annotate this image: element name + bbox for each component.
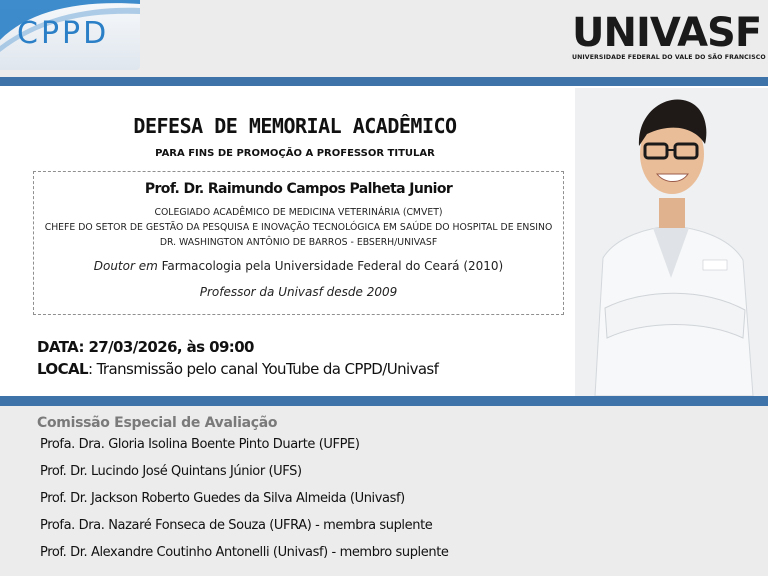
location-value: : Transmissão pelo canal YouTube da CPPD/Univasf — [87, 360, 439, 378]
professor-affiliation-line: DR. WASHINGTON ANTÔNIO DE BARROS - EBSERH/UNIVASF — [159, 237, 438, 248]
committee-member: Profa. Dra. Nazaré Fonseca de Souza (UFRA) - membra suplente — [40, 518, 433, 533]
event-subtitle: PARA FINS DE PROMOÇÃO A PROFESSOR TITULAR — [155, 148, 435, 159]
professor-photo — [575, 88, 768, 396]
header-accent-band — [0, 77, 768, 86]
univasf-logo-subtitle: UNIVERSIDADE FEDERAL DO VALE DO SÃO FRANCISCO — [572, 54, 766, 61]
doctorate-detail: Farmacologia pela Universidade Federal do Ceará (2010) — [157, 259, 504, 273]
professor-doctorate — [34, 259, 563, 273]
cppd-logo-text: CPPD — [17, 16, 110, 51]
event-location — [37, 360, 438, 378]
committee-panel — [0, 406, 768, 576]
event-date: DATA: 27/03/2026, às 09:00 — [37, 338, 254, 356]
committee-member: Prof. Dr. Lucindo José Quintans Júnior (UFS) — [40, 464, 302, 479]
professor-since: Professor da Univasf desde 2009 — [199, 285, 398, 299]
professor-name: Prof. Dr. Raimundo Campos Palheta Junior — [144, 181, 453, 197]
committee-member: Prof. Dr. Jackson Roberto Guedes da Silva Almeida (Univasf) — [40, 491, 405, 506]
univasf-logo — [572, 10, 766, 62]
cppd-logo — [0, 0, 140, 70]
committee-member: Prof. Dr. Alexandre Coutinho Antonelli (Univasf) - membro suplente — [40, 545, 449, 560]
professor-affiliation-line: COLEGIADO ACADÊMICO DE MEDICINA VETERINÁRIA (CMVET) — [154, 207, 443, 218]
committee-divider — [0, 396, 768, 406]
committee-title: Comissão Especial de Avaliação — [37, 415, 278, 431]
doctorate-prefix: Doutor em — [93, 259, 158, 273]
professor-box — [33, 171, 564, 315]
professor-portrait-illustration — [575, 88, 768, 396]
univasf-logo-word: UNIVASF — [572, 10, 762, 56]
professor-affiliation-line: CHEFE DO SETOR DE GESTÃO DA PESQUISA E INOVAÇÃO TECNOLÓGICA EM SAÚDE DO HOSPITAL DE ENSINO — [44, 222, 553, 233]
event-title: DEFESA DE MEMORIAL ACADÊMICO — [133, 114, 457, 138]
committee-member: Profa. Dra. Gloria Isolina Boente Pinto Duarte (UFPE) — [40, 437, 360, 452]
location-label: LOCAL — [37, 360, 88, 378]
header-band — [0, 0, 768, 77]
